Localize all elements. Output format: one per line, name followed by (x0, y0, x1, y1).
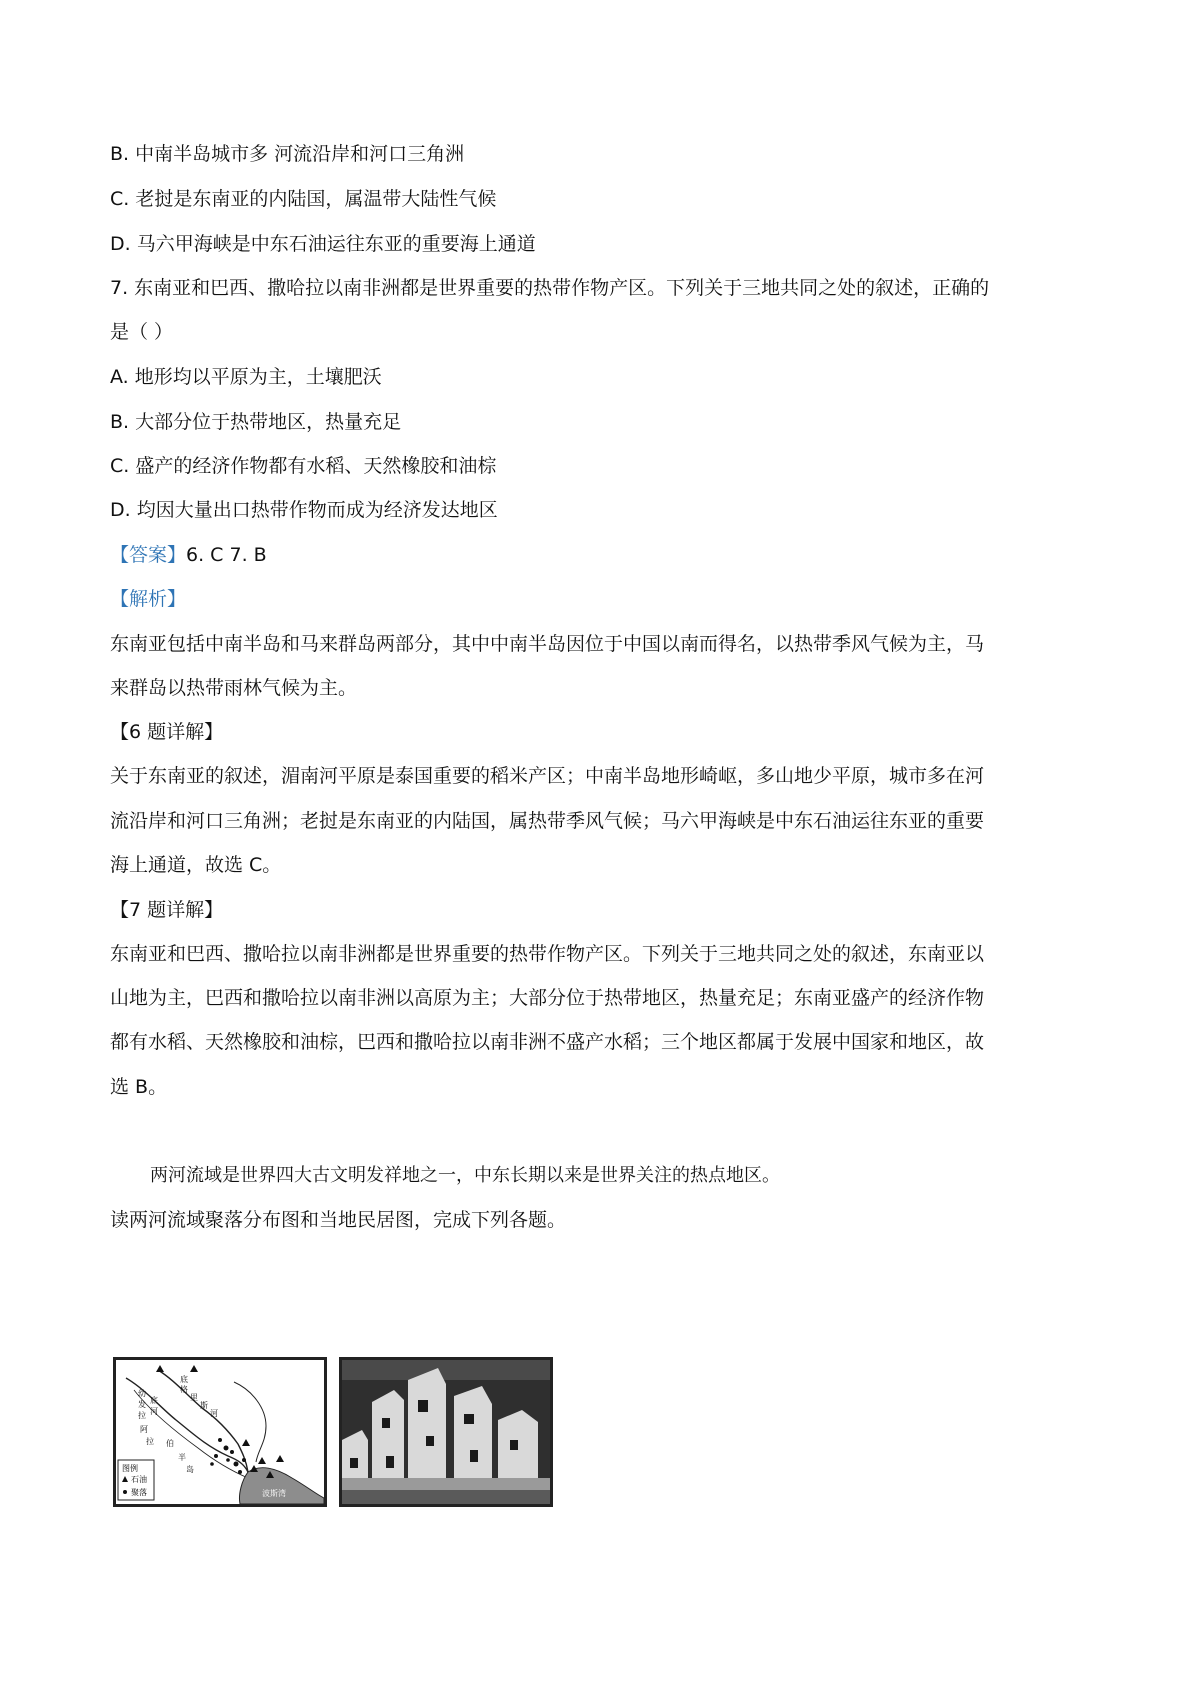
analysis-label: 【解析】 (110, 588, 187, 610)
detail7-line-3: 都有水稻、天然橡胶和油棕，巴西和撒哈拉以南非洲不盛产水稻；三个地区都属于发展中国家和地区，故 (110, 1031, 985, 1053)
map-label: 底 (180, 1375, 188, 1384)
detail6-line-1: 关于东南亚的叙述，湄南河平原是泰国重要的稻米产区；中南半岛地形崎岖，多山地少平原，城市多在河 (110, 765, 985, 787)
analysis-line-2: 来群岛以热带雨林气候为主。 (110, 677, 358, 699)
map-label: 阿 (140, 1425, 148, 1434)
q7-option-d: D. 均因大量出口热带作物而成为经济发达地区 (110, 499, 498, 521)
figures (113, 1357, 553, 1507)
map-label: 半 (178, 1453, 186, 1462)
answer-row (110, 543, 267, 567)
detail7-line-2: 山地为主，巴西和撒哈拉以南非洲以高原为主；大部分位于热带地区，热量充足；东南亚盛产的经济作物 (110, 987, 985, 1009)
map-drawing (116, 1360, 324, 1504)
legend-oil: 石油 (131, 1475, 147, 1484)
q6-option-c: C. 老挝是东南亚的内陆国，属温带大陆性气候 (110, 188, 497, 210)
map-label: 底 (150, 1396, 158, 1405)
answer-label: 【答案】 (110, 544, 187, 566)
legend-title: 图例 (122, 1464, 138, 1473)
map-label: 格 (180, 1385, 188, 1394)
q6-option-b: B. 中南半岛城市多 河流沿岸和河口三角洲 (110, 143, 465, 165)
map-label: 幼 (138, 1389, 146, 1398)
answer-text: 6. C 7. B (186, 544, 267, 566)
intro-line-1: 两河流域是世界四大古文明发祥地之一，中东长期以来是世界关注的热点地区。 (150, 1165, 780, 1186)
legend-settlement: 聚落 (131, 1488, 147, 1497)
q7-stem-line-2: 是（ ） (110, 321, 174, 343)
q7-option-b: B. 大部分位于热带地区，热量充足 (110, 411, 402, 433)
dwelling-photo (339, 1357, 553, 1507)
analysis-line-1: 东南亚包括中南半岛和马来群岛两部分，其中中南半岛因位于中国以南而得名，以热带季风气候为主，马 (110, 633, 985, 655)
gulf-label: 波斯湾 (262, 1489, 286, 1498)
q7-option-c: C. 盛产的经济作物都有水稻、天然橡胶和油棕 (110, 455, 497, 477)
detail7-line-4: 选 B。 (110, 1076, 168, 1098)
map-label: 拉 (146, 1437, 154, 1446)
detail7-line-1: 东南亚和巴西、撒哈拉以南非洲都是世界重要的热带作物产区。下列关于三地共同之处的叙述，东南亚以 (110, 943, 985, 965)
q7-stem-line-1: 7. 东南亚和巴西、撒哈拉以南非洲都是世界重要的热带作物产区。下列关于三地共同之处的叙述，正确的 (110, 277, 990, 299)
q6-option-d: D. 马六甲海峡是中东石油运往东亚的重要海上通道 (110, 233, 536, 255)
photo-drawing (342, 1360, 550, 1504)
map-label: 里 (190, 1393, 198, 1402)
map-label: 斯 (200, 1401, 208, 1410)
map-label: 河 (150, 1407, 158, 1416)
detail7-label: 【7 题详解】 (110, 899, 224, 921)
settlement-map (113, 1357, 327, 1507)
map-label: 发 (138, 1400, 146, 1409)
map-label: 拉 (138, 1411, 146, 1420)
detail6-label: 【6 题详解】 (110, 721, 224, 743)
map-label: 岛 (186, 1465, 194, 1474)
q7-option-a: A. 地形均以平原为主，土壤肥沃 (110, 366, 382, 388)
map-label: 伯 (166, 1439, 174, 1448)
detail6-line-2: 流沿岸和河口三角洲；老挝是东南亚的内陆国，属热带季风气候；马六甲海峡是中东石油运往东亚的重要 (110, 810, 985, 832)
intro-line-2: 读两河流域聚落分布图和当地民居图，完成下列各题。 (110, 1209, 567, 1231)
detail6-line-3: 海上通道，故选 C。 (110, 854, 282, 876)
map-label: 河 (210, 1409, 218, 1418)
